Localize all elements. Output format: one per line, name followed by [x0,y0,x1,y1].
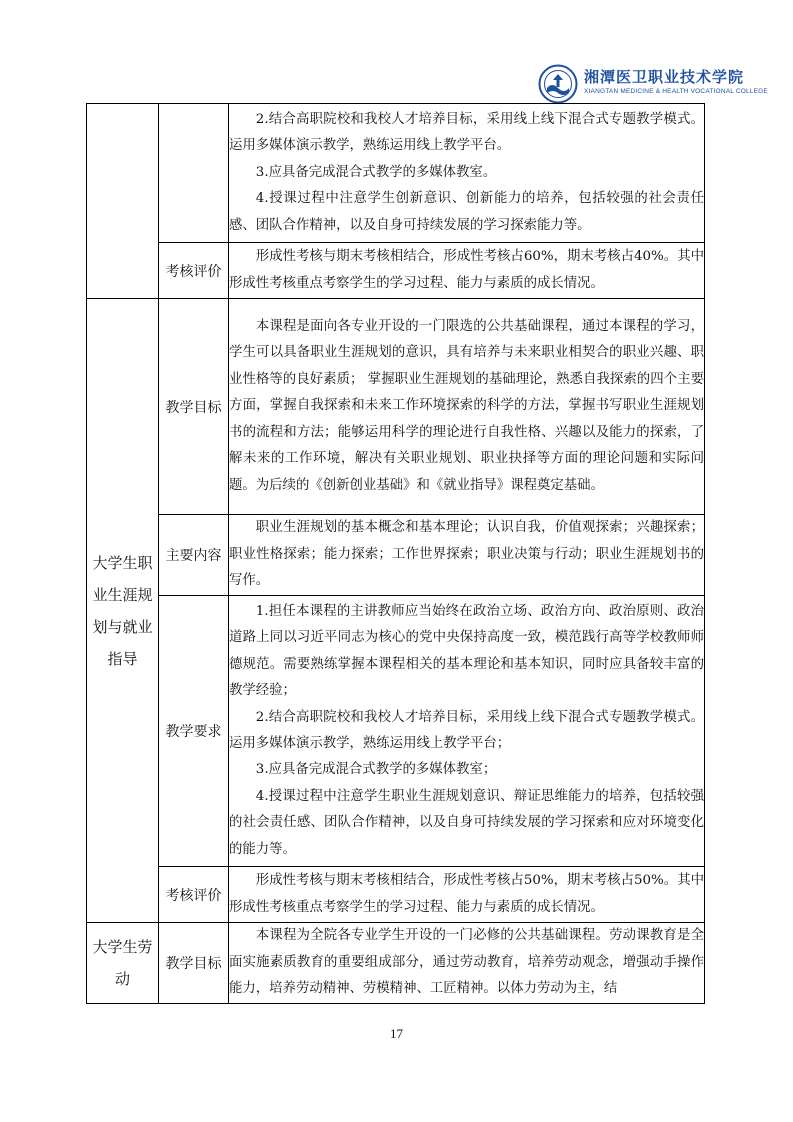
prev-requirement-item: 4.授课过程中注意学生创新意识、创新能力的培养，包括较强的社会责任感、团队合作精神，以及自身可持续发展的学习探索能力等。 [229,191,704,233]
category-label: 教学目标 [159,299,229,515]
college-logo [538,64,778,104]
career-content-text: 职业生涯规划的基本概念和基本理论；认识自我，价值观探索；兴趣探索；职业性格探索；能力探索；工作世界探索；职业决策与行动；职业生涯规划书的写作。 [229,520,704,589]
course-name-cell [87,299,159,923]
prev-assessment-text: 形成性考核与期末考核相结合，形成性考核占60%，期末考核占40%。其中形成性考核重点考察学生的学习过程、能力与素质的成长情况。 [229,249,704,291]
prev-requirement-item: 3.应具备完成混合式教学的多媒体教室。 [255,164,497,180]
course-table [86,103,705,1004]
prev-requirements-label-cell [159,104,229,243]
career-requirement-item: 1.担任本课程的主讲教师应当始终在政治立场、政治方向、政治原则、政治道路上同以习近平同志为核心的党中央保持高度一致，模范践行高等学校教师师德规范。需要熟练掌握本课程相关的基本理论和基本知识，同时应具备较丰富的教学经验； [229,603,704,699]
career-content-cell [229,515,705,596]
labor-objective-text: 本课程为全院各专业学生开设的一门必修的公共基础课程。劳动课教育是全面实施素质教育的重要组成部分，通过劳动教育，培养劳动观念，增强动手操作能力，培养劳动精神、劳模精神、工匠精神。以体力劳动为主，结 [229,928,704,997]
category-label: 教学要求 [159,596,229,867]
category-label: 主要内容 [159,515,229,596]
college-name-cn: 湘潭医卫职业技术学院 [584,68,745,86]
category-label: 考核评价 [159,867,229,923]
career-assessment-text: 形成性考核与期末考核相结合，形成性考核占50%，期末考核占50%。其中形成性考核重点考察学生的学习过程、能力与素质的成长情况。 [229,873,704,915]
table-row [87,923,705,1004]
labor-objective-cell [229,923,705,1004]
table-row [87,596,705,867]
prev-course-cell [87,104,159,299]
category-label: 考核评价 [159,243,229,299]
table-row [87,299,705,515]
course-name: 大学生劳动 [92,938,153,988]
prev-requirements-cell [229,104,705,243]
prev-assessment-cell [229,243,705,299]
career-objective-text: 本课程是面向各专业开设的一门限选的公共基础课程，通过本课程的学习，学生可以具备职业生涯规划的意识，具有培养与未来职业相契合的职业兴趣、职业性格等的良好素质； 掌握职业生涯规划的基础理论，熟悉自我探索的四个主要方面，掌握自我探索和未来工作环境探索的科学的方法，掌握书写职业生涯规划书的流程和方法；能够运用科学的理论进行自我性格、兴趣以及能力的探索，了解未来的工作环境，解决有关职业规划、职业抉择等方面的理论问题和实际问题。为后续的《创新创业基础》和《就业指导》课程奠定基础。 [229,319,704,493]
course-name-cell [87,923,159,1004]
career-requirements-cell [229,596,705,867]
career-requirement-item: 4.授课过程中注意学生职业生涯规划意识、辩证思维能力的培养，包括较强的社会责任感、团队合作精神，以及自身可持续发展的学习探索和应对环境变化的能力等。 [229,788,704,857]
career-assessment-cell [229,867,705,923]
category-label: 教学目标 [159,923,229,1004]
career-objective-cell [229,299,705,515]
table-row [87,515,705,596]
prev-requirement-item: 2.结合高职院校和我校人才培养目标，采用线上线下混合式专题教学模式。运用多媒体演示教学，熟练运用线上教学平台。 [229,111,704,154]
table-row [87,867,705,923]
college-name-en: XIANGTAN MEDICINE & HEALTH VOCATIONAL COLLEGE [584,88,768,95]
college-emblem-icon [538,64,578,104]
career-requirement-item: 3.应具备完成混合式教学的多媒体教室； [255,762,497,778]
page-number: 17 [390,1026,403,1041]
table-row [87,243,705,299]
table-row [87,104,705,243]
course-name: 大学生职业生涯规划与就业指导 [92,553,153,668]
career-requirement-item: 2.结合高职院校和我校人才培养目标，采用线上线下混合式专题教学模式。运用多媒体演示教学，熟练运用线上教学平台； [229,709,704,751]
